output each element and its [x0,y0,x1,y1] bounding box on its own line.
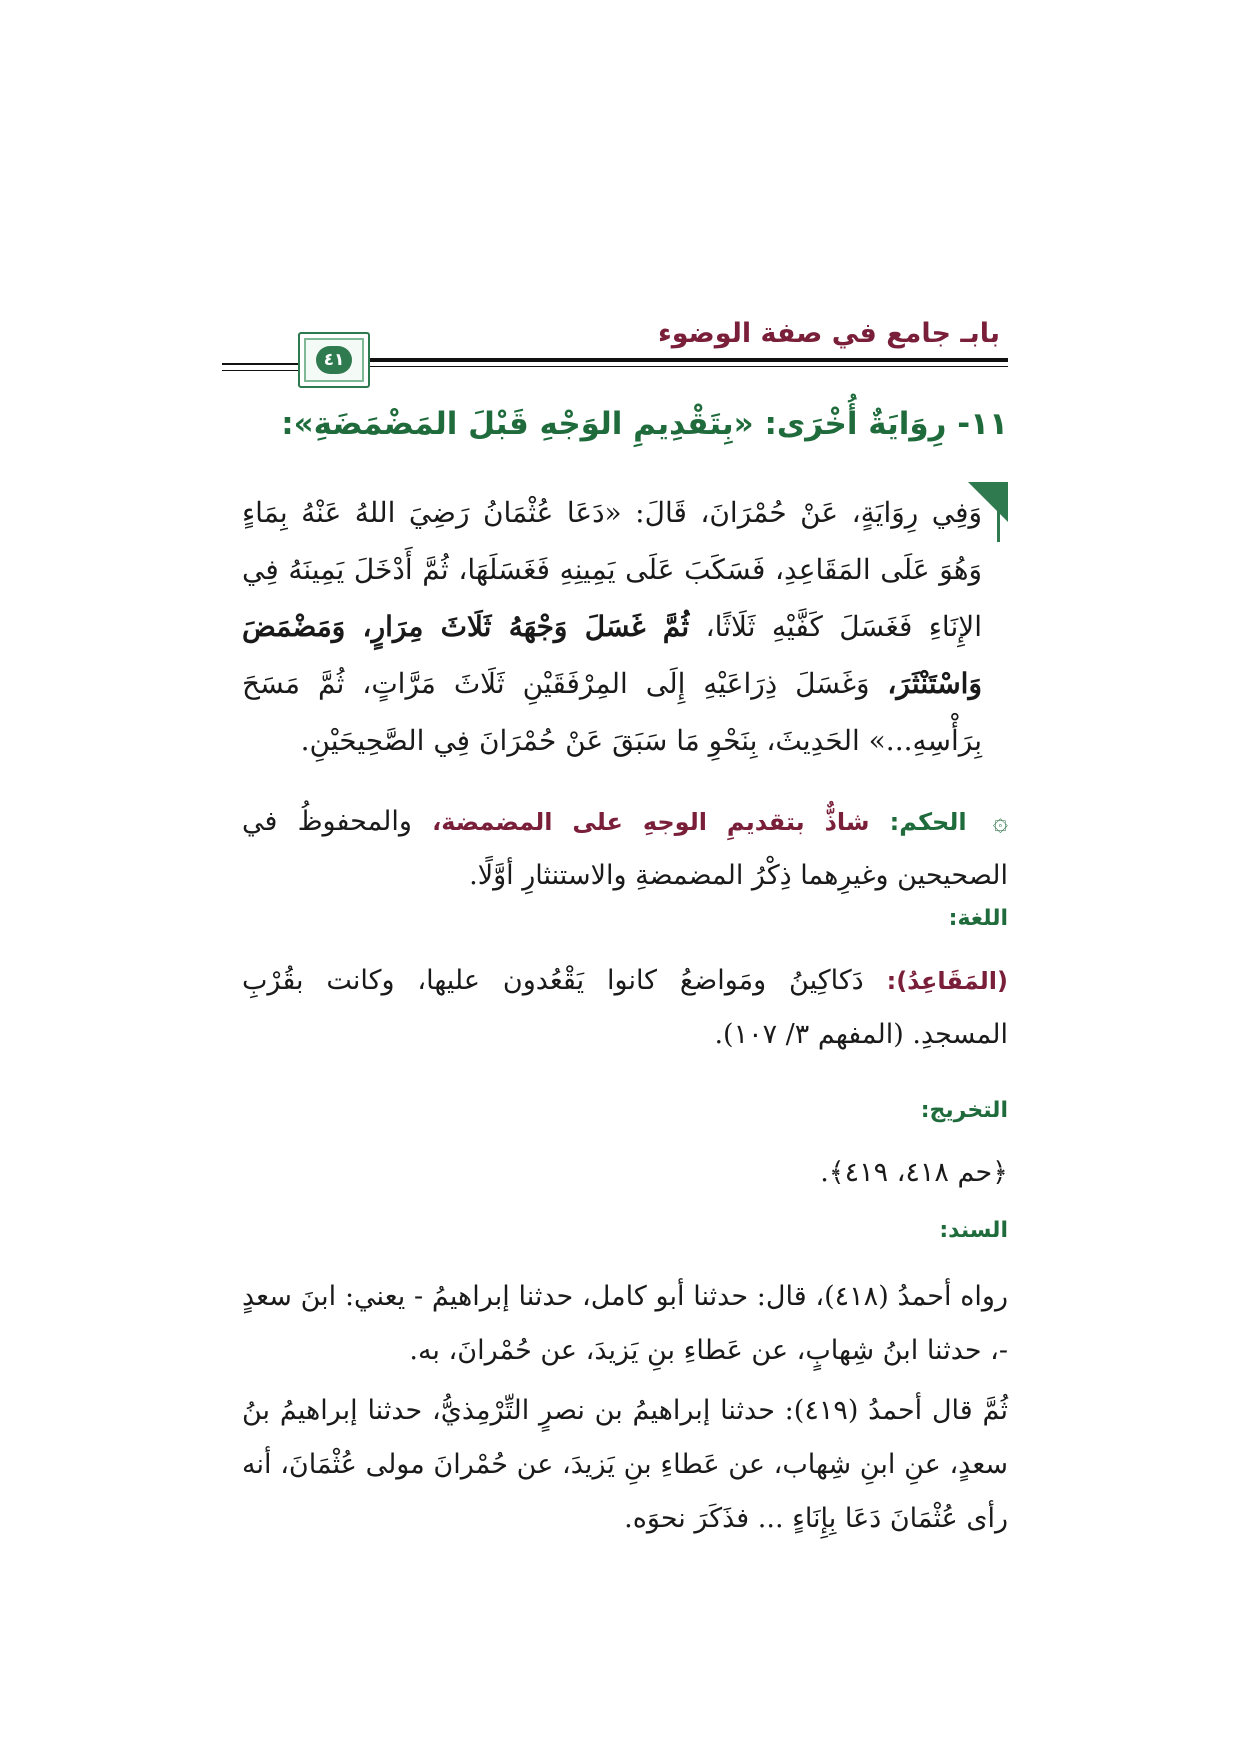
language-heading: اللغة: [948,906,1008,931]
page-number: ٤١ [316,346,352,374]
section-heading: ١١- رِوَايَةٌ أُخْرَى: «بِتَقْدِيمِ الوَجْهِ قَبْلَ المَضْمَضَةِ»: [281,406,1008,442]
takhrij-reference [242,1146,1008,1200]
sanad-paragraph: ثُمَّ قال أحمدُ (٤١٩): حدثنا إبراهيمُ بن نصرٍ التِّرْمِذيُّ، حدثنا إبراهيمُ بنُ سعدٍ، عنِ ابنِ شِهاب، عن عَطاءِ بنِ يَزيدَ، عن حُمْرانَ مولى عُثْمَانَ، أنه رأى عُثْمَانَ دَعَا بِإِنَاءٍ ... فذَكَرَ نحوَه. [242,1395,1008,1534]
header-rule [366,358,1008,362]
ruling-label: الحكم: [889,808,967,836]
hadith-bold-part: ثُمَّ غَسَلَ وَجْهَهُ ثَلَاثَ مِرَارٍ، وَمَضْمَضَ وَاسْتَنْثَرَ، [242,610,982,700]
language-paragraph [242,954,1008,1062]
header-rule [222,370,302,371]
takhrij-reference-text: ﴿حم ٤١٨، ٤١٩﴾. [820,1157,1008,1188]
takhrij-heading: التخريج: [920,1098,1008,1123]
ruling-paragraph [242,795,1008,903]
hadith-part: وَغَسَلَ ذِرَاعَيْهِ إِلَى المِرْفَقَيْنِ ثَلَاثَ مَرَّاتٍ، ثُمَّ مَسَحَ بِرَأْسِهِ...» الحَدِيثَ، بِنَحْوِ مَا سَبَقَ عَنْ حُمْرَانَ فِي الصَّحِيحَيْنِ. [242,667,982,757]
language-definition: دَكاكِينُ ومَواضعُ كانوا يَقْعُدون عليها، وكانت بقُرْبِ المسجدِ. (المفهم ٣/ ١٠٧). [242,965,1008,1050]
ornament-flower-icon: ۞ [992,807,1008,837]
hadith-text [242,484,1008,769]
running-title: بابـ جامع في صفة الوضوء [657,318,1000,349]
hadith-part: وَفِي رِوَايَةٍ، عَنْ حُمْرَانَ، قَالَ: «دَعَا عُثْمَانُ رَضِيَ اللهُ عَنْهُ بِمَاءٍ وَهُوَ عَلَى المَقَاعِدِ، فَسَكَبَ عَلَى يَمِينِهِ فَغَسَلَهَا، ثُمَّ أَدْخَلَ يَمِينَهُ فِي الإِنَاءِ فَغَسَلَ كَفَّيْهِ ثَلَاثًا، [242,496,983,643]
ruling-text: والمحفوظُ في الصحيحين وغيرِهما ذِكْرُ المضمضةِ والاستنثارِ أوَّلًا. [242,806,1008,891]
page-number-frame [298,332,370,388]
ruling-verdict: شاذٌّ بتقديمِ الوجهِ على المضمضة، [432,808,870,836]
sanad-heading: السند: [939,1218,1008,1243]
language-term: (المَقَاعِدُ): [886,967,1008,995]
header-rule [222,363,302,365]
header-rule [366,366,1008,367]
sanad-paragraph: رواه أحمدُ (٤١٨)، قال: حدثنا أبو كامل، حدثنا إبراهيمُ - يعني: ابنَ سعدٍ -، حدثنا ابنُ شِهابٍ، عن عَطاءِ بنِ يَزيدَ، عن حُمْرانَ، به. [242,1281,1008,1366]
